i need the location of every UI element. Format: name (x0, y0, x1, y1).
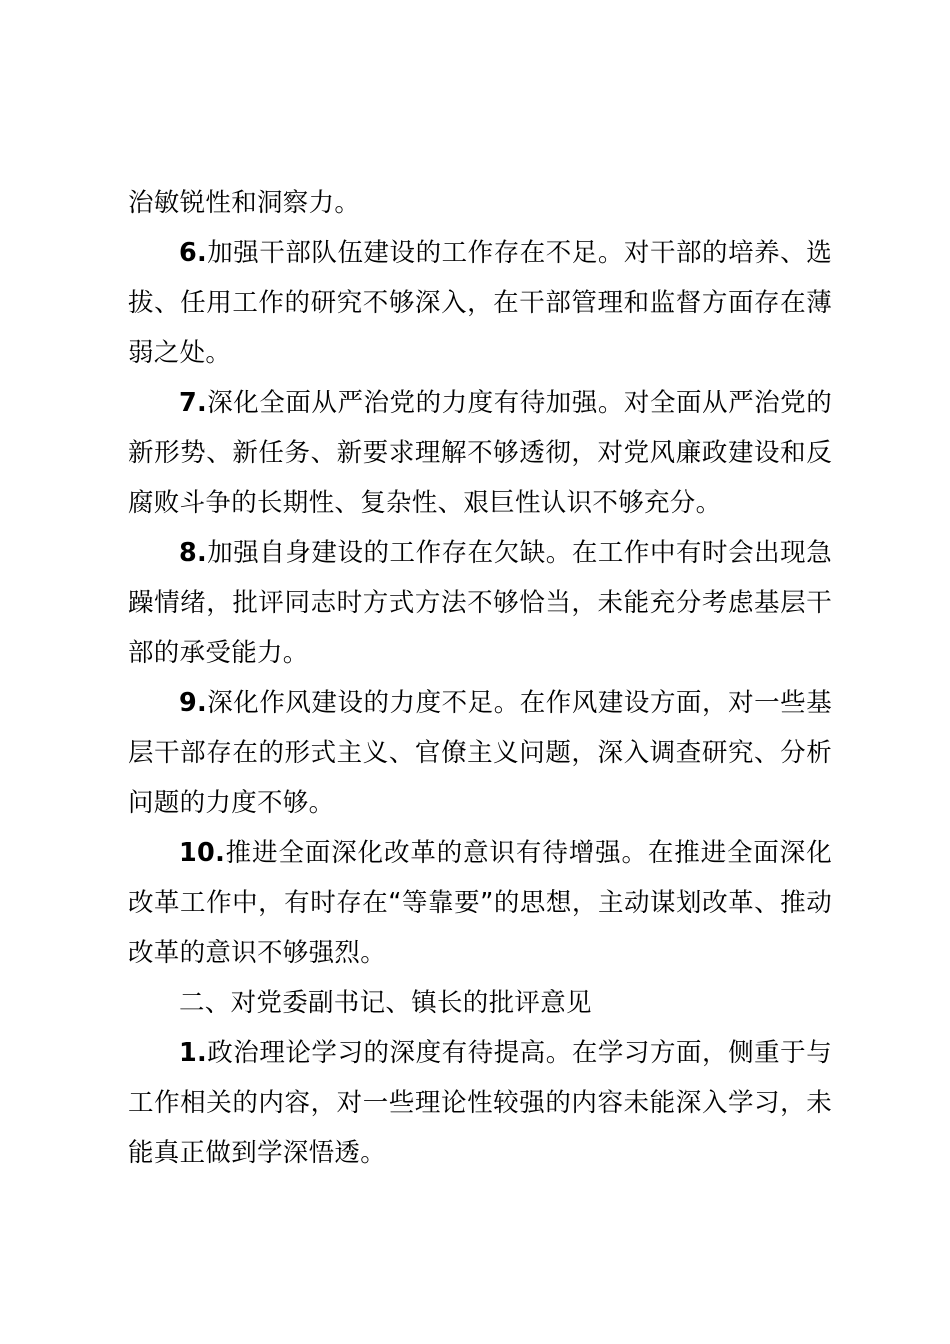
section-heading-text: 二、对党委副书记、镇长的批评意见 (179, 988, 592, 1018)
paragraph-text: 政治理论学习的深度有待提高。在学习方面，侧重于与工作相关的内容，对一些理论性较强的内容未能深入学习，未能真正做到学深悟透。 (128, 1038, 832, 1168)
paragraph-text: 加强干部队伍建设的工作存在不足。对干部的培养、选拔、任用工作的研究不够深入，在干部管理和监督方面存在薄弱之处。 (128, 238, 832, 368)
paragraph-item-7 (128, 378, 832, 528)
paragraph-item-6 (128, 228, 832, 378)
paragraph-item-10 (128, 828, 832, 978)
paragraph-continuation (128, 178, 832, 228)
paragraph-item-1 (128, 1028, 832, 1178)
item-number: 8. (179, 538, 208, 568)
paragraph-text: 治敏锐性和洞察力。 (128, 188, 361, 218)
paragraph-text: 深化全面从严治党的力度有待加强。对全面从严治党的新形势、新任务、新要求理解不够透彻，对党风廉政建设和反腐败斗争的长期性、复杂性、艰巨性认识不够充分。 (128, 388, 832, 518)
paragraph-item-8 (128, 528, 832, 678)
item-number: 6. (179, 238, 208, 268)
section-heading (128, 978, 832, 1028)
paragraph-text: 深化作风建设的力度不足。在作风建设方面，对一些基层干部存在的形式主义、官僚主义问题，深入调查研究、分析问题的力度不够。 (128, 688, 832, 818)
document-body (128, 178, 832, 1178)
item-number: 10. (179, 838, 226, 868)
paragraph-text: 推进全面深化改革的意识有待增强。在推进全面深化改革工作中，有时存在“等靠要”的思想，主动谋划改革、推动改革的意识不够强烈。 (128, 838, 832, 968)
paragraph-text: 加强自身建设的工作存在欠缺。在工作中有时会出现急躁情绪，批评同志时方式方法不够恰当，未能充分考虑基层干部的承受能力。 (128, 538, 832, 668)
item-number: 1. (179, 1038, 208, 1068)
paragraph-item-9 (128, 678, 832, 828)
item-number: 9. (179, 688, 208, 718)
item-number: 7. (179, 388, 208, 418)
